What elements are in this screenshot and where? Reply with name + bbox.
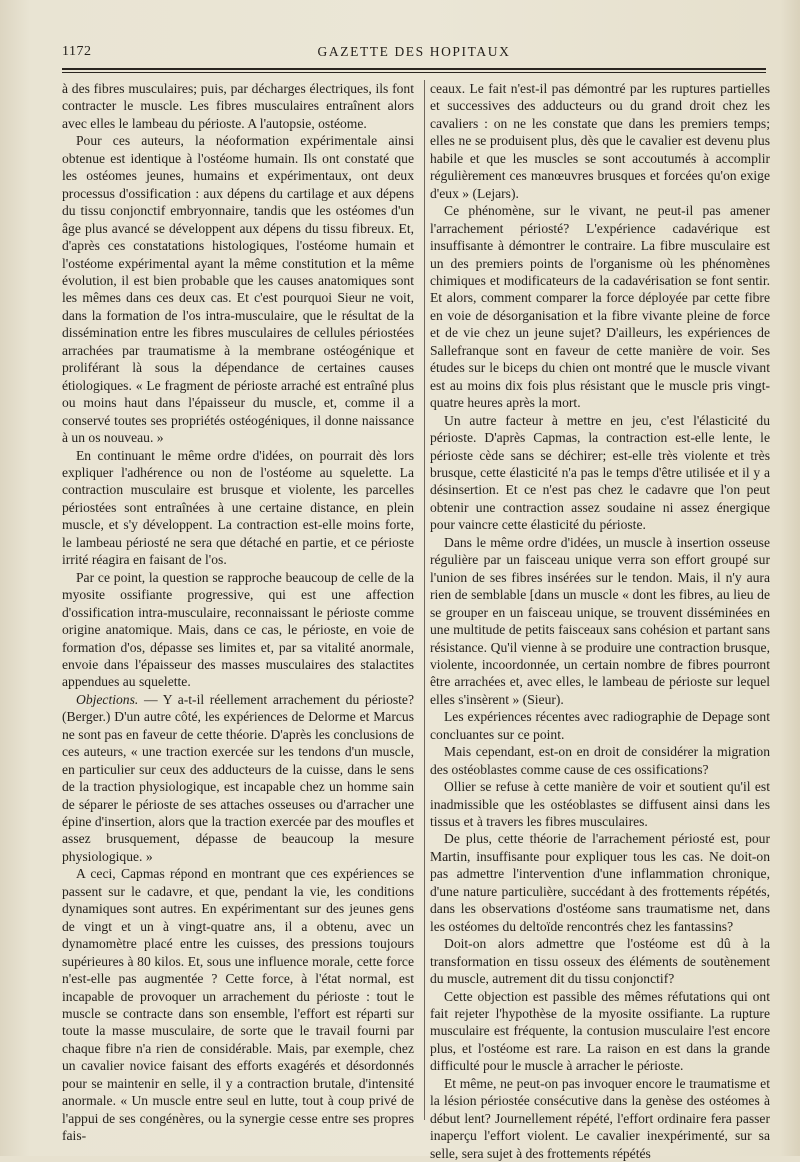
left-column	[62, 80, 414, 1145]
paragraph: Et même, ne peut-on pas invoquer encore le traumatisme et la lésion périostée consécutive dans la genèse des ostéomes à début lent? Journellement répété, l'effort ordinaire fera passer inaperçu l'effort violent. Le cavalier inexpérimenté, sur sa selle, sera sujet à des frottements répétés	[430, 1075, 770, 1161]
objections-text: — Y a-t-il réellement arrachement du périoste? (Berger.) D'un autre côté, les expériences de Delorme et Marcus ne sont pas en faveur de cette théorie. D'après les conclusions de ces auteurs, « une traction exercée sur les tendons d'un muscle, en particulier sur ceux des adducteurs de la cuisse, dans le sens de la traction physiologique, est incapable chez un homme sain de séparer le périoste de ses attaches osseuses ou d'arracher une épine d'insertion, alors que la traction exercée par des moufles et assez brusquement, dépasse de beaucoup la mesure physiologique. »	[62, 691, 414, 864]
header-rule-thick	[62, 68, 766, 70]
right-column	[430, 80, 770, 1162]
paragraph: Ce phénomène, sur le vivant, ne peut-il pas amener l'arrachement périosté? L'expérience cadavérique est insuffisante à démontrer le contraire. La fibre musculaire est un des premiers points de l'organisme où les phénomènes chimiques et modificateurs de la cadavérisation se font sentir. Et alors, comment comparer la force déployée par cette fibre en voie de désorganisation et la fibre vivante pleine de force et de vie chez un jeune sujet? D'ailleurs, les expériences de Sallefranque sont en faveur de cette manière de voir. Ses études sur le biceps du chien ont montré que le muscle vivant est au moins dix fois plus résistant que le muscle pris vingt-quatre heures après la mort.	[430, 203, 770, 411]
paragraph: De plus, cette théorie de l'arrachement périosté est, pour Martin, insuffisante pour expliquer tous les cas. Ne doit-on pas admettre l'intervention d'une inflammation chronique, d'une nature particulière, succédant à des frottements répétés, dans les observations d'ostéome sans traumatisme net, dans les ostéomes du deltoïde rencontrés chez les fantassins?	[430, 831, 770, 934]
paragraph: Ollier se refuse à cette manière de voir et soutient qu'il est inadmissible que les ostéoblastes se diffusent ainsi dans les tissus et à travers les fibres musculaires.	[430, 779, 770, 830]
header-rule-thin	[62, 72, 766, 73]
paragraph: Un autre facteur à mettre en jeu, c'est l'élasticité du périoste. D'après Capmas, la contraction est-elle lente, le périoste cède sans se déchirer; est-elle très violente et très brusque, cette élasticité n'a pas le temps d'être utilisée et il y a désinsertion. Et ce n'est pas chez le cadavre que l'on peut obtenir une contraction assez soudaine ni assez énergique pour vaincre cette élasticité du périoste.	[430, 412, 770, 533]
paragraph: A ceci, Capmas répond en montrant que ces expériences se passent sur le cadavre, et que, pendant la vie, les conditions dynamiques sont autres. En expérimentant sur des jeunes gens de vingt et un à vingt-quatre ans, il a obtenu, avec un dynamomètre placé entre les cuisses, des pressions toujours supérieures à 80 kilos. Et, sous une influence morale, cette force n'est-elle pas augmentée ? Cette force, à l'état normal, est incapable de provoquer un arrachement du périoste : tout le muscle se contracte dans son ensemble, l'effort est réparti sur toute la masse musculaire, de sorte que le travail fourni par chaque fibre n'a rien de considérable. Mais, par exemple, chez un cavalier novice faisant des efforts exagérés et désordonnés pour se maintenir en selle, il y a contraction brutale, d'intensité anormale. « Un muscle entre seul en lutte, tout à coup privé de l'appui de ses congénères, ou la synergie cesse entre ses propres fais-	[62, 866, 414, 1144]
paragraph-objections	[62, 691, 414, 866]
paragraph: Dans le même ordre d'idées, un muscle à insertion osseuse régulière par un faisceau unique verra son effort groupé sur l'union de ses fibres insérées sur le tendon. Mais, il n'y aura rien de semblable [dans un muscle « dont les fibres, au lieu de se grouper en un faisceau unique, se trouvent disséminées en une multitude de petits faisceaux sans cohésion et partant sans résistance. Qu'il vienne à se produire une contraction brusque, violente, incoordonnée, un certain nombre de fibres pourront être arrachées et, avec elles, le lambeau de périoste sur lequel elles s'insèrent » (Sieur).	[430, 534, 770, 707]
journal-title: GAZETTE DES HOPITAUX	[317, 44, 511, 59]
paragraph: En continuant le même ordre d'idées, on pourrait dès lors expliquer l'adhérence ou non de l'ostéome au squelette. La contraction musculaire est brusque et violente, les parcelles périostées sont entraînées à une certaine distance, en plein muscle, et s'y développent. La contraction est-elle moins forte, le lambeau périosté ne sera que détaché en partie, et ce périoste irrité réagira en faisant de l'os.	[62, 447, 414, 568]
page-header	[62, 42, 766, 64]
paragraph: Les expériences récentes avec radiographie de Depage sont concluantes sur ce point.	[430, 709, 770, 742]
paragraph: à des fibres musculaires; puis, par décharges électriques, ils font contracter le muscle. Les fibres musculaires entraînent alors avec elles le lambeau du périoste. A l'autopsie, ostéome.	[62, 81, 414, 131]
paragraph: Par ce point, la question se rapproche beaucoup de celle de la myosite ossifiante progressive, qui est une affection d'ossification intra-musculaire, reconnaissant le périoste comme origine anatomique. Mais, dans ce cas, le périoste, en voie de formation d'os, dépasse ses limites et, par sa vitalité anormale, envoie dans l'épaisseur des masses musculaires des stalactites appendues au squelette.	[62, 569, 414, 690]
paragraph: Pour ces auteurs, la néoformation expérimentale ainsi obtenue est identique à l'ostéome humain. Ils ont constaté que les ostéomes jeunes, humains et expérimentaux, ont deux processus d'ossification : aux dépens du cartilage et aux dépens du tissu conjonctif embryonnaire, tandis que les ostéomes d'un âge plus avancé se développent aux dépens du tissu fibreux. Et, d'après ces constatations histologiques, l'ostéome humain et l'ostéome expérimental ayant la même constitution et la même évolution, il est bien probable que les causes anatomiques sont les mêmes dans ces deux cas. Et c'est pourquoi Sieur ne voit, dans la formation de l'os intra-musculaire, que le résultat de la dissémination entre les fibres musculaires de cellules périostées arrachées par traumatisme à la membrane ostéogénique et proliférant là sous la dépendance de certaines causes étiologiques. « Le fragment de périoste arraché est entraîné plus ou moins haut dans l'épaisseur du muscle, et, comme il a conservé toutes ses propriétés ostéogéniques, il donne naissance à un os nouveau. »	[62, 133, 414, 446]
objections-heading: Objections.	[76, 691, 139, 707]
paragraph: ceaux. Le fait n'est-il pas démontré par les ruptures partielles et successives des adducteurs ou du grand droit chez les cavaliers : on ne les constate que dans les premiers temps; elles ne se produisent plus, dès que le cavalier est devenu plus habile et que les muscles se sont accoutumés à accomplir régulièrement ces manœuvres brusques et forcées qu'on exige d'eux » (Lejars).	[430, 81, 770, 201]
column-divider	[424, 80, 425, 1120]
paragraph: Cette objection est passible des mêmes réfutations qui ont fait rejeter l'hypothèse de la myosite ossifiante. La rupture musculaire est fréquente, la contusion musculaire l'est encore plus, et l'ostéome est rare. La raison en est dans la grande difficulté pour le muscle à arracher le périoste.	[430, 988, 770, 1074]
paragraph: Doit-on alors admettre que l'ostéome est dû à la transformation en tissu osseux des éléments de soutènement du muscle, autrement dit du tissu conjonctif?	[430, 936, 770, 987]
page-number: 1172	[62, 44, 92, 59]
paragraph: Mais cependant, est-on en droit de considérer la migration des ostéoblastes comme cause de ces ossifications?	[430, 744, 770, 777]
